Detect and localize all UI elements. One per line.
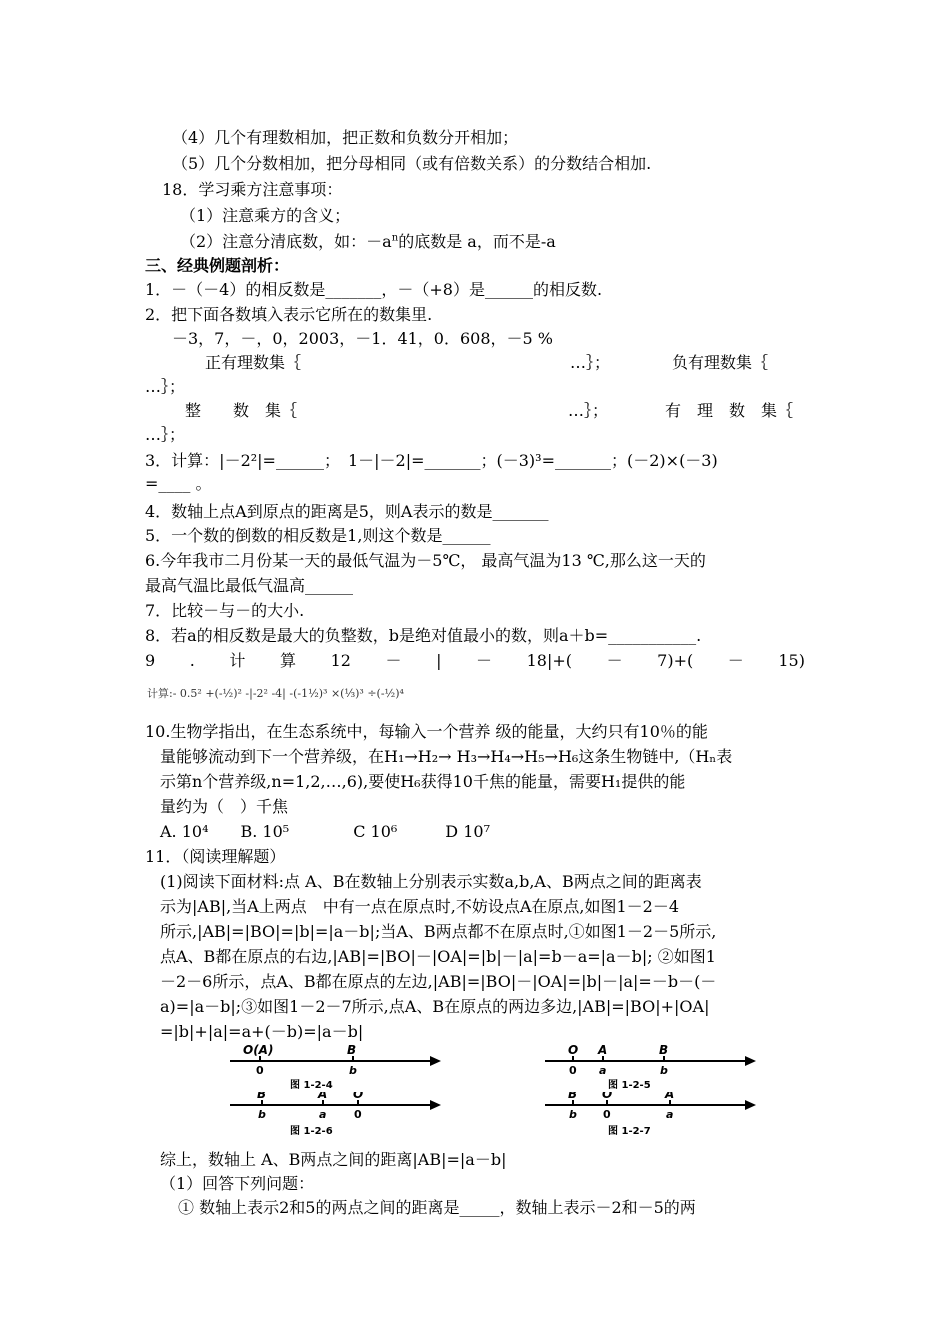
point-label: O — [353, 1092, 364, 1101]
question-9 — [145, 651, 805, 671]
q9-token: . — [189, 651, 195, 670]
question-6-cont: 最高气温比最低气温高______ — [145, 576, 354, 595]
q9-token: － — [727, 651, 744, 670]
question-7: 7．比较－与－的大小. — [145, 601, 305, 620]
question-2: 2．把下面各数填入表示它所在的数集里. — [145, 305, 433, 324]
text-fragment: （2）注意分清底数，如：－a — [180, 232, 392, 251]
value-label: b — [349, 1064, 357, 1077]
number-line-figure-1-2-7 — [540, 1092, 760, 1144]
number-line-figure-1-2-6 — [225, 1092, 445, 1144]
value-label: b — [660, 1064, 668, 1077]
q9-token: | — [436, 651, 442, 670]
point-label: B — [347, 1043, 357, 1057]
reading-text: 所示,|AB|=|BO|=|b|=|a－b|;当A、B两点都不在原点时,①如图1－2－5所示, — [160, 922, 717, 941]
sub-question-item: ① 数轴上表示2和5的两点之间的距离是_____，数轴上表示－2和－5的两 — [178, 1198, 696, 1217]
superscript: n — [391, 232, 399, 244]
set-ellipsis: …｝； — [570, 353, 611, 372]
figure-caption: 图 1-2-5 — [608, 1080, 651, 1091]
question-10-cont: 示第n个营养级,n=1,2,…,6),要使H₆获得10千焦的能量，需要H₁提供的能 — [160, 772, 686, 791]
figure-caption: 图 1-2-4 — [290, 1080, 333, 1091]
set-label: 有 理 数 集｛ — [665, 401, 794, 420]
figure-caption: 图 1-2-6 — [290, 1126, 333, 1137]
value-label: 0 — [603, 1108, 611, 1121]
question-10-cont: 量能够流动到下一个营养级，在H₁→H₂→ H₃→H₄→H₅→H₆这条生物链中,（Hₙ表 — [160, 747, 733, 766]
reading-text: －2－6所示，点A、B都在原点的左边,|AB|=|BO|－|OA|=|b|－|a|=－b－(－ — [160, 972, 717, 991]
point-label: B — [568, 1092, 578, 1101]
value-label: 0 — [569, 1064, 577, 1077]
point-label: A — [598, 1043, 608, 1057]
set-ellipsis: …｝； — [145, 377, 186, 396]
value-label: b — [569, 1108, 577, 1121]
value-label: 0 — [354, 1108, 362, 1121]
value-label: a — [319, 1108, 327, 1121]
answer-options: A. 10⁴ B. 10⁵ C 10⁶ D 10⁷ — [160, 822, 490, 841]
value-label: b — [258, 1108, 266, 1121]
q9-token: 9 — [145, 651, 156, 670]
point-label: A — [318, 1092, 328, 1101]
q9-token: － — [606, 651, 623, 670]
text-line: （5）几个分数相加，把分母相同（或有倍数关系）的分数结合相加. — [172, 154, 652, 173]
q9-token: 7)+( — [657, 651, 694, 670]
value-label: a — [666, 1108, 674, 1121]
question-5: 5．一个数的倒数的相反数是1,则这个数是______ — [145, 526, 491, 545]
question-10: 10.生物学指出，在生态系统中，每输入一个营养 级的能量，大约只有10％的能 — [145, 722, 708, 741]
q9-token: 12 — [330, 651, 351, 670]
text-line: 18．学习乘方注意事项： — [162, 180, 343, 199]
number-line-figure-1-2-5 — [540, 1043, 760, 1095]
reading-text: 点A、B都在原点的右边,|AB|=|BO|－|OA|=|b|－|a|=b－a=|a－b|; ②如图1 — [160, 947, 716, 966]
value-label: 0 — [256, 1064, 264, 1077]
text-line — [180, 232, 556, 252]
question-11: 11．（阅读理解题） — [145, 847, 286, 866]
section-heading: 三、经典例题剖析： — [145, 256, 290, 275]
set-label: 整 数 集｛ — [185, 401, 298, 420]
text-line: （4）几个有理数相加，把正数和负数分开相加； — [172, 128, 519, 147]
text-fragment: 的底数是 a，而不是-a — [398, 232, 556, 251]
q9-token: 算 — [279, 651, 296, 670]
formula-expression: 计算:- 0.5² +(-½)² -|-2² -4| -(-1½)³ ×(⅓)³ ÷(-½)⁴ — [147, 687, 404, 700]
text-line: （1）注意乘方的含义； — [180, 206, 351, 225]
summary-line: 综上，数轴上 A、B两点之间的距离|AB|=|a－b| — [160, 1150, 507, 1169]
q9-token: － — [385, 651, 402, 670]
set-label: 负有理数集｛ — [672, 353, 769, 372]
question-3: 3．计算：|－2²|=______； 1－|－2|=_______；(－3)³=_______；(－2)×(－3) — [145, 451, 718, 470]
reading-text: 示为|AB|,当A上两点 中有一点在原点时,不妨设点A在原点,如图1－2－4 — [160, 897, 680, 916]
number-list: －3，7，－，0，2003，－1．41，0．608，－5 % — [172, 329, 553, 348]
figure-caption: 图 1-2-7 — [608, 1126, 651, 1137]
sub-question: （1）回答下列问题： — [160, 1174, 315, 1193]
point-label: B — [659, 1043, 669, 1057]
point-label: O(A) — [243, 1043, 274, 1057]
reading-text: a)=|a－b|;③如图1－2－7所示,点A、B在原点的两边多边,|AB|=|BO|+|OA| — [160, 997, 710, 1016]
question-3-cont: =____ 。 — [145, 474, 212, 493]
set-ellipsis: …｝； — [145, 425, 186, 444]
point-label: B — [257, 1092, 267, 1101]
point-label: O — [602, 1092, 613, 1101]
point-label: A — [665, 1092, 675, 1101]
point-label: O — [568, 1043, 579, 1057]
reading-text: =|b|+|a|=a+(－b)=|a－b| — [160, 1022, 364, 1041]
number-line-figure-1-2-4 — [225, 1043, 445, 1095]
question-1: 1．－（－4）的相反数是_______，－（+8）是______的相反数. — [145, 280, 603, 299]
question-10-cont: 量约为（ ）千焦 — [160, 797, 289, 816]
set-ellipsis: …｝； — [568, 401, 609, 420]
question-4: 4．数轴上点A到原点的距离是5，则A表示的数是_______ — [145, 502, 549, 521]
q9-token: 18|+( — [526, 651, 572, 670]
question-6: 6.今年我市二月份某一天的最低气温为－5℃， 最高气温为13 ℃,那么这一天的 — [145, 551, 706, 570]
value-label: a — [599, 1064, 607, 1077]
q9-token: 15) — [778, 651, 805, 670]
reading-text: (1)阅读下面材料:点 A、B在数轴上分别表示实数a,b,A、B两点之间的距离表 — [160, 872, 702, 891]
q9-token: 计 — [229, 651, 246, 670]
question-8: 8．若a的相反数是最大的负整数，b是绝对值最小的数，则a＋b=___________. — [145, 626, 702, 645]
set-label: 正有理数集｛ — [205, 353, 302, 372]
q9-token: － — [476, 651, 493, 670]
